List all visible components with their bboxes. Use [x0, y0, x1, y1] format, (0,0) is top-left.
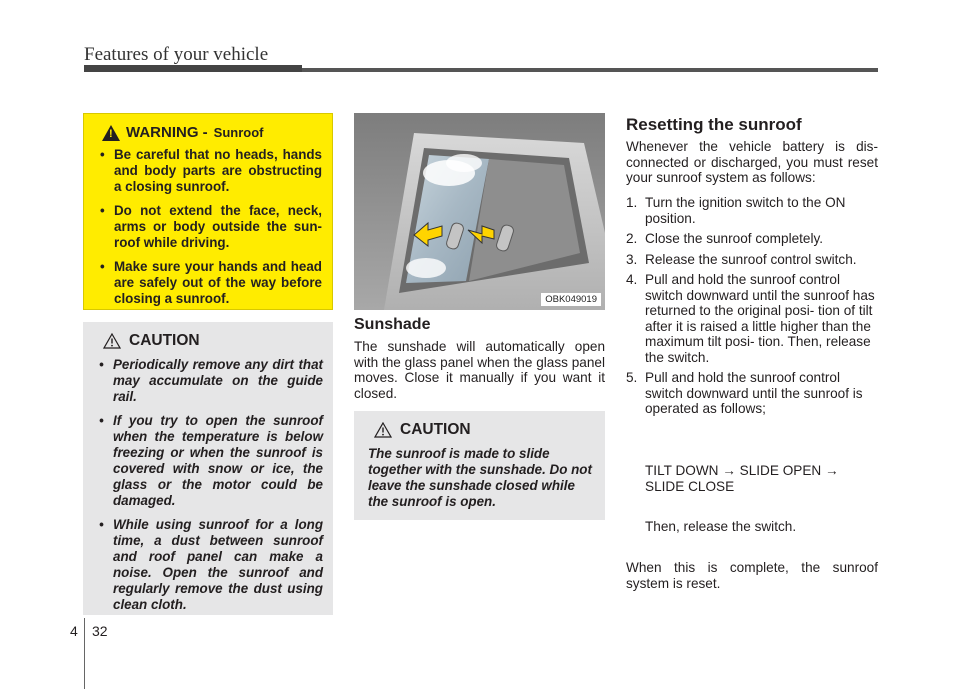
step-item [626, 231, 878, 247]
caution-label: CAUTION [129, 332, 200, 349]
sunroof-illustration [354, 113, 605, 310]
warning-triangle-icon [102, 125, 120, 141]
page-header-title: Features of your vehicle [84, 44, 269, 65]
step-number: 1. [626, 195, 638, 210]
caution-heading [103, 332, 323, 350]
caution-item: • While using sunroof for a long time, a dust between sunroof and roof panel can make a noise. Open the sunroof and regularly remove the dust using clean cloth. [97, 517, 323, 613]
caution-item: • Periodically remove any dirt that may accumulate on the guide rail. [97, 357, 323, 405]
step-text: Release the sunroof control switch. [645, 251, 857, 267]
step-text: Pull and hold the sunroof control switch downward until the sunroof has returned to the original posi- tion of tilt after it is raised a little higher than the maximum tilt posi- tion. Then, release the switch. [645, 272, 875, 365]
warning-item: • Do not extend the face, neck, arms or body outside the sun- roof while driving. [98, 203, 322, 251]
warning-sublabel: Sunroof [213, 125, 264, 140]
warning-box [83, 113, 333, 310]
step-item [626, 370, 878, 417]
step-text: Close the sunroof completely. [645, 231, 824, 246]
warning-label: WARNING - [126, 124, 208, 141]
sequence-line-2: SLIDE CLOSE [645, 479, 735, 494]
step-item [626, 252, 878, 268]
header-rule-accent [84, 65, 302, 72]
warning-item: • Make sure your hands and head are safely out of the way before closing a sunroof. [98, 259, 322, 307]
step-item [626, 195, 878, 226]
caution-triangle-icon [374, 422, 392, 438]
release-text: Then, release the switch. [645, 519, 797, 534]
sequence-line-1: TILT DOWN → SLIDE OPEN → [645, 463, 839, 478]
step-text: Turn the ignition switch to the ON position. [645, 195, 846, 226]
caution-box-mid [354, 411, 605, 520]
caution-box-left [83, 322, 333, 615]
step-text: Pull and hold the sunroof control switch downward until the sunroof is operated as follows; [645, 370, 863, 416]
resetting-outro: When this is complete, the sunroof system is reset. [626, 560, 878, 591]
caution-label: CAUTION [400, 421, 471, 438]
step-item [626, 272, 878, 365]
caution-triangle-icon [103, 333, 121, 349]
sunshade-body: The sunshade will automatically open with the glass panel when the glass panel moves. Close it manually if you want it closed. [354, 339, 605, 401]
resetting-steps [626, 195, 878, 422]
caution-body: The sunroof is made to slide together with the sunshade. Do not leave the sunshade closed while the sunroof is open. [368, 446, 592, 509]
step-number: 2. [626, 231, 638, 246]
resetting-heading: Resetting the sunroof [626, 115, 802, 134]
warning-heading [102, 124, 322, 141]
step-number: 5. [626, 370, 638, 385]
footer-divider [84, 618, 85, 689]
sunshade-heading: Sunshade [354, 316, 431, 333]
warning-item: • Be careful that no heads, hands and body parts are obstructing a closing sunroof. [98, 147, 322, 195]
step-number: 4. [626, 272, 638, 287]
caution-list [97, 357, 323, 613]
caution-heading [374, 421, 595, 439]
step-number: 3. [626, 251, 638, 267]
resetting-intro: Whenever the vehicle battery is dis- connected or discharged, you must reset your sunroof system as follows: [626, 139, 878, 185]
sunroof-photo [354, 113, 605, 310]
warning-list [98, 147, 322, 307]
photo-code: OBK049019 [541, 293, 601, 306]
caution-item: • If you try to open the sunroof when the temperature is below freezing or when the sunroof is covered with snow or ice, the glass or the motor could be damaged. [97, 413, 323, 509]
page-number: 32 [92, 623, 108, 639]
chapter-number: 4 [70, 623, 78, 639]
